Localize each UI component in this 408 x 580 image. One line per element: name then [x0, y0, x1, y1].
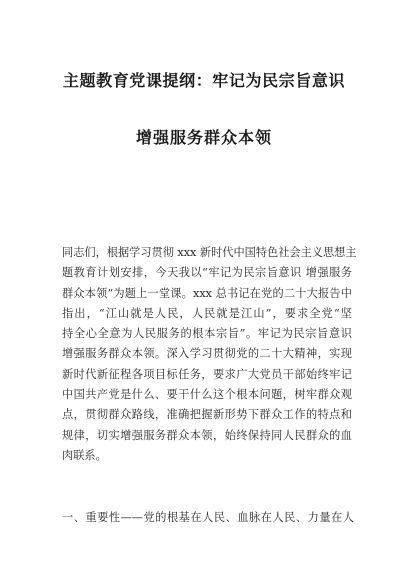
- section-heading: 一、重要性——党的根基在人民、血脉在人民、力量在人: [62, 511, 354, 524]
- paragraph-line: 新时代新征程各项目标任务，要求广大党员干部始终牢记: [62, 367, 352, 381]
- document-title-line-1: 主题教育党课提纲：牢记为民宗旨意识: [62, 71, 346, 90]
- paragraph-line: 增强服务群众本领。深入学习贯彻党的二十大精神，实现: [62, 347, 352, 361]
- paragraph-line: 中国共产党是什么、要干什么这个根本问题，树牢群众观: [62, 388, 352, 402]
- paragraph-line: 群众本领”为题上一堂课。xxx 总书记在党的二十大报告中: [62, 286, 352, 300]
- paragraph-line: 题教育计划安排，今天我以“牢记为民宗旨意识 增强服务: [62, 266, 352, 280]
- paragraph-line: 肉联系。: [62, 448, 107, 462]
- body-paragraph: [62, 243, 357, 466]
- paragraph-line: 规律，切实增强服务群众本领，始终保持同人民群众的血: [62, 428, 352, 442]
- paragraph-line: 指出，“江山就是人民，人民就是江山”，要求全党“坚: [62, 306, 352, 320]
- paragraph-line: 点，贯彻群众路线，准确把握新形势下群众工作的特点和: [62, 408, 352, 422]
- document-title-line-2: 增强服务群众本领: [135, 128, 272, 147]
- paragraph-line: 持全心全意为人民服务的根本宗旨”。牢记为民宗旨意识: [62, 327, 352, 341]
- paragraph-line: 同志们，根据学习贯彻 xxx 新时代中国特色社会主义思想主: [62, 246, 357, 259]
